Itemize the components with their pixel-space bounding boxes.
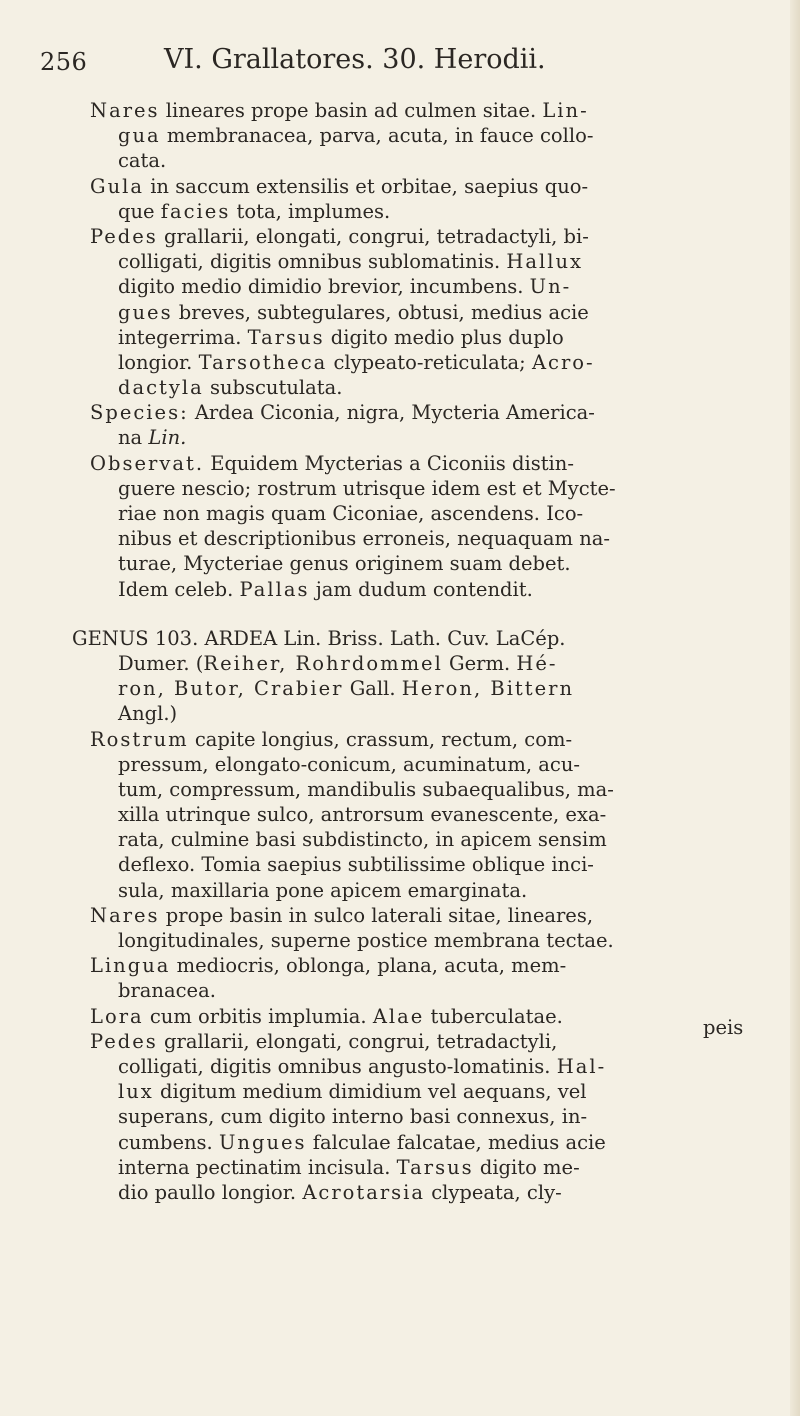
text-run: GENUS 103. ARDEA Lin. Briss. Lath. Cuv. LaCép. <box>72 626 566 650</box>
text-line <box>90 400 730 425</box>
page-number: 256 <box>40 48 88 76</box>
text-run: Nares <box>90 99 160 122</box>
text-run: Germ. <box>442 651 517 675</box>
text-run: interna pectinatim incisula. <box>118 1155 397 1179</box>
text-run: mediocris, oblonga, plana, acuta, mem- <box>170 954 567 978</box>
text-line <box>90 476 730 501</box>
text-line <box>90 249 730 274</box>
text-run: Heron, Bittern <box>401 677 575 701</box>
text-run: tum, compressum, mandibulis subaequalibus, ma- <box>118 777 614 801</box>
text-run: Alae <box>372 1004 425 1028</box>
text-run: prope basin in sulco laterali sitae, lineares, <box>159 903 594 927</box>
text-line <box>90 852 730 877</box>
text-run: Pedes <box>90 1029 158 1053</box>
text-run: que <box>118 199 161 223</box>
text-line <box>90 325 730 350</box>
text-run: gua <box>118 124 161 148</box>
text-run: Lingua <box>90 954 171 978</box>
text-line <box>90 777 730 802</box>
text-run: longior. <box>118 350 199 374</box>
running-title: VI. Grallatores. 30. Herodii. <box>164 44 546 75</box>
text-line <box>72 626 730 651</box>
text-line <box>90 199 730 224</box>
text-line <box>90 1155 730 1180</box>
text-run: Ardea Ciconia, nigra, Mycteria America- <box>188 401 595 425</box>
text-line <box>90 676 730 701</box>
text-run: xilla utrinque sulco, antrorsum evanescente, exa- <box>118 803 607 827</box>
text-run: dactyla <box>118 376 204 400</box>
text-run: Pedes <box>90 224 158 248</box>
text-run: digitum medium dimidium vel aequans, vel <box>153 1080 587 1104</box>
text-line <box>90 1004 730 1029</box>
text-run: Un- <box>529 275 572 299</box>
text-run: Species: <box>90 401 189 425</box>
text-line <box>90 425 730 450</box>
text-line <box>90 224 730 249</box>
text-run: Tarsotheca <box>198 350 328 374</box>
text-run: in saccum extensilis et orbitae, saepius quo- <box>144 174 589 198</box>
text-run: membranacea, parva, acuta, in fauce collo- <box>160 124 594 148</box>
text-run: Observat. <box>90 451 205 475</box>
text-run: digito medio plus duplo <box>324 325 564 349</box>
text-run: tuberculatae. <box>424 1004 563 1028</box>
text-run: rata, culmine basi subdistincto, in apicem sensim <box>118 828 607 852</box>
text-line <box>90 375 730 400</box>
text-line <box>90 727 730 752</box>
text-line <box>90 701 730 726</box>
text-run: Hé- <box>516 651 558 675</box>
text-run: Gall. <box>343 677 402 701</box>
text-run: Lin- <box>542 99 589 122</box>
text-line <box>90 274 730 299</box>
text-run: digito medio dimidio brevior, incumbens. <box>118 275 530 299</box>
text-run: Tarsus <box>396 1155 474 1179</box>
text-run: Lora <box>90 1004 144 1028</box>
page-header <box>40 44 760 84</box>
text-line <box>90 551 730 576</box>
text-run: Reiher, Rohrdommel <box>203 651 443 675</box>
text-run: clypeato-reticulata; <box>327 350 532 374</box>
text-line <box>90 174 730 199</box>
text-run: deflexo. Tomia saepius subtilissime oblique inci- <box>118 853 594 877</box>
text-line <box>90 878 730 903</box>
text-line <box>90 827 730 852</box>
text-line <box>90 1130 730 1155</box>
text-line <box>90 1029 730 1054</box>
text-run: Idem celeb. <box>118 577 240 601</box>
text-run: guere nescio; rostrum utrisque idem est et Mycte- <box>118 476 616 500</box>
text-run: tota, implumes. <box>230 199 391 223</box>
text-run: Hal- <box>556 1054 607 1078</box>
text-line <box>90 1054 730 1079</box>
text-run: falculae falcatae, medius acie <box>306 1130 606 1154</box>
text-line <box>90 1104 730 1129</box>
text-run: jam dudum contendit. <box>309 577 533 601</box>
text-run: riae non magis quam Ciconiae, ascendens. Ico- <box>118 502 584 525</box>
text-run: facies <box>160 199 231 223</box>
text-line <box>90 651 730 676</box>
text-run: grallarii, elongati, congrui, tetradactyli, bi- <box>157 224 589 248</box>
text-run: na <box>118 426 149 450</box>
text-run: Ungues <box>218 1130 307 1154</box>
text-run: Dumer. ( <box>118 651 204 675</box>
text-line <box>90 953 730 978</box>
text-run: cata. <box>118 149 167 173</box>
text-run: superans, cum digito interno basi connexus, in- <box>118 1105 588 1129</box>
text-run: Gula <box>90 174 144 198</box>
text-run: lux <box>118 1080 154 1104</box>
text-line <box>90 752 730 777</box>
text-line <box>90 978 730 1003</box>
text-line <box>90 526 730 551</box>
text-run: gues <box>118 300 173 324</box>
text-run: digito me- <box>473 1155 580 1179</box>
page-edge-shadow <box>790 0 800 1416</box>
text-line <box>90 451 730 476</box>
text-run: colligati, digitis omnibus angusto-lomatinis. <box>118 1054 557 1078</box>
text-run: breves, subtegulares, obtusi, medius acie <box>172 300 589 324</box>
body-text <box>72 98 730 1205</box>
text-run: grallarii, elongati, congrui, tetradactyli, <box>157 1029 558 1053</box>
text-run: Acrotarsia <box>302 1180 426 1204</box>
text-run: Tarsus <box>247 325 325 349</box>
text-run: turae, Mycteriae genus originem suam debet. <box>118 552 571 576</box>
text-line <box>90 350 730 375</box>
text-line <box>90 1079 730 1104</box>
text-run: sula, maxillaria pone apicem emarginata. <box>118 878 528 902</box>
text-run: Rostrum <box>90 727 189 751</box>
text-line <box>90 300 730 325</box>
text-run: branacea. <box>118 979 216 1003</box>
text-run: Angl.) <box>118 702 178 726</box>
text-run: colligati, digitis omnibus sublomatinis. <box>118 250 507 274</box>
text-run: capite longius, crassum, rectum, com- <box>188 727 573 751</box>
text-line <box>90 501 730 526</box>
text-run: Lin. <box>148 426 187 450</box>
text-line <box>90 98 730 123</box>
text-run: pressum, elongato-conicum, acuminatum, acu- <box>118 752 580 776</box>
text-run: longitudinales, superne postice membrana tectae. <box>118 929 614 952</box>
text-run: Equidem Mycterias a Ciconiis distin- <box>204 451 574 475</box>
text-run: Acro- <box>531 350 595 374</box>
text-run: dio paullo longior. <box>118 1180 303 1204</box>
text-run: integerrima. <box>118 325 248 349</box>
text-line <box>90 123 730 148</box>
text-run: clypeata, cly- <box>425 1180 562 1204</box>
text-line <box>90 802 730 827</box>
text-line <box>90 148 730 173</box>
text-line <box>90 577 730 602</box>
text-line <box>90 928 730 953</box>
text-run: Pallas <box>239 577 310 601</box>
text-run: Hallux <box>506 250 584 274</box>
text-run: Nares <box>90 903 160 927</box>
text-line <box>90 1180 730 1205</box>
text-run: subscutulata. <box>203 376 343 400</box>
text-run: cum orbitis implumia. <box>143 1004 373 1028</box>
catchword: peis <box>703 1016 744 1039</box>
text-run: nibus et descriptionibus erroneis, nequaquam na- <box>118 527 611 551</box>
text-run: lineares prope basin ad culmen sitae. <box>159 99 543 122</box>
text-run: ron, Butor, Crabier <box>118 677 344 701</box>
text-line <box>90 903 730 928</box>
text-run: cumbens. <box>118 1130 219 1154</box>
